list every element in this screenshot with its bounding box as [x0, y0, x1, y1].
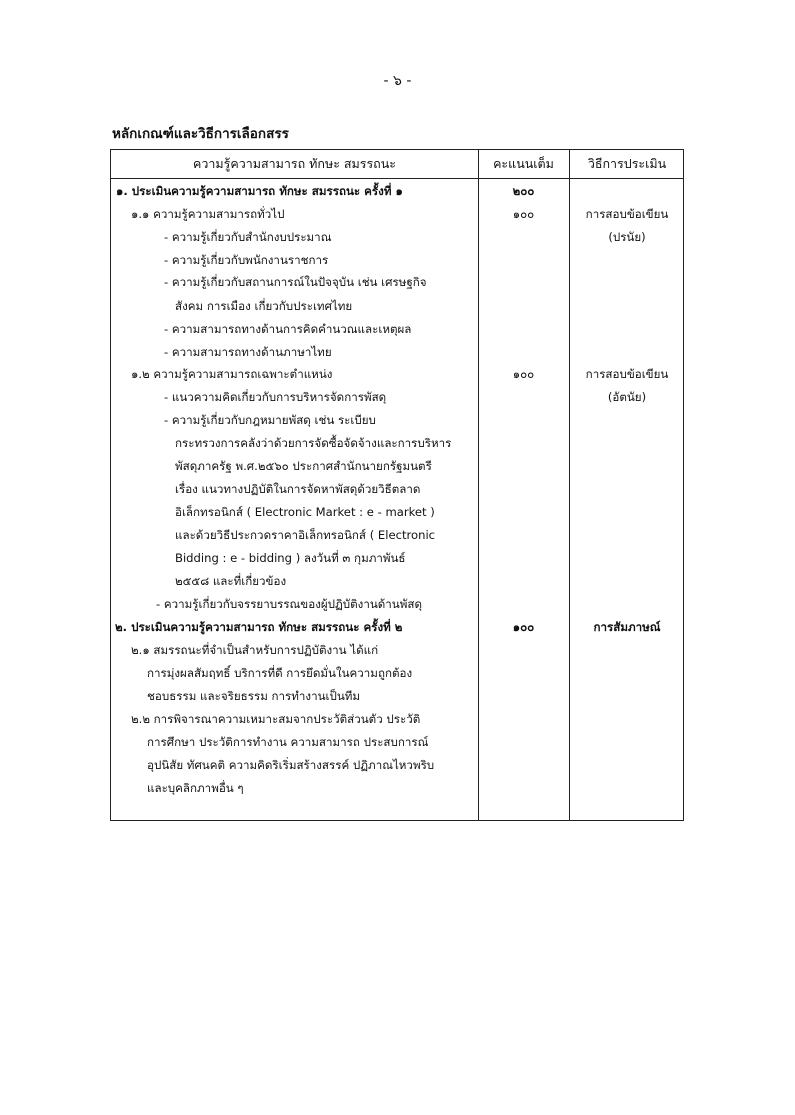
- table-row: [111, 226, 685, 249]
- table-row: [111, 432, 685, 455]
- table-row: [111, 524, 685, 547]
- table-row: [111, 478, 685, 501]
- table-row: [111, 180, 685, 203]
- row-text: ๑.๒ ความรู้ความสามารถเฉพาะตำแหน่ง: [131, 367, 333, 381]
- row-text: - ความสามารถทางด้านการคิดคำนวณและเหตุผล: [164, 322, 412, 336]
- row-text: กระทรวงการคลังว่าด้วยการจัดซื้อจัดจ้างและการบริหาร: [175, 436, 452, 450]
- row-score: ๑๐๐: [512, 207, 535, 221]
- row-score: ๒๐๐: [512, 184, 535, 198]
- document-heading: หลักเกณฑ์และวิธีการเลือกสรร: [112, 126, 289, 142]
- row-text: - ความสามารถทางด้านภาษาไทย: [164, 345, 332, 359]
- table-row: [111, 593, 685, 616]
- page-number: - ๖ -: [383, 73, 412, 89]
- table-row: [111, 386, 685, 409]
- row-text: ๒.๑ สมรรถนะที่จำเป็นสำหรับการปฏิบัติงาน ได้แก่: [131, 643, 379, 657]
- row-text: และบุคลิกภาพอื่น ๆ: [147, 781, 244, 795]
- table-row: [111, 271, 685, 294]
- table-row: [111, 639, 685, 662]
- row-text: - ความรู้เกี่ยวกับสถานการณ์ในปัจจุบัน เช่น เศรษฐกิจ: [164, 275, 427, 289]
- row-method: การสอบข้อเขียน: [585, 207, 669, 221]
- row-text: การมุ่งผลสัมฤทธิ์ บริการที่ดี การยึดมั่นในความถูกต้อง: [147, 666, 413, 680]
- row-text: - แนวความคิดเกี่ยวกับการบริหารจัดการพัสดุ: [164, 390, 387, 404]
- row-text: พัสดุภาครัฐ พ.ศ.๒๕๖๐ ประกาศสำนักนายกรัฐมนตรี: [175, 459, 432, 473]
- table-row: [111, 501, 685, 524]
- table-row: [111, 570, 685, 593]
- row-method: (อัตนัย): [607, 390, 647, 404]
- row-text: อุปนิสัย ทัศนคติ ความคิดริเริ่มสร้างสรรค์ ปฏิภาณไหวพริบ: [147, 758, 435, 772]
- table-row: [111, 409, 685, 432]
- row-method: (ปรนัย): [608, 230, 646, 244]
- row-text: - ความรู้เกี่ยวกับพนักงานราชการ: [164, 253, 329, 267]
- table-row: [111, 363, 685, 386]
- row-text: ๒.๒ การพิจารณาความเหมาะสมจากประวัติส่วนตัว ประวัติ: [131, 712, 421, 726]
- header-method: วิธีการประเมิน: [587, 156, 667, 171]
- row-text: อิเล็กทรอนิกส์ ( Electronic Market : e - market ): [175, 505, 435, 519]
- table-row: [111, 708, 685, 731]
- table-row: [111, 547, 685, 570]
- table-row: [111, 249, 685, 272]
- row-method: การสอบข้อเขียน: [585, 367, 669, 381]
- table-row: [111, 203, 685, 226]
- row-text: และด้วยวิธีประกวดราคาอิเล็กทรอนิกส์ ( Electronic: [175, 528, 436, 542]
- row-text: ๑.๑ ความรู้ความสามารถทั่วไป: [131, 207, 285, 221]
- table-row: [111, 318, 685, 341]
- row-text: Bidding : e - bidding ) ลงวันที่ ๓ กุมภาพันธ์: [175, 551, 406, 565]
- row-text: - ความรู้เกี่ยวกับกฎหมายพัสดุ เช่น ระเบียบ: [164, 413, 376, 427]
- header-full-score: คะแนนเต็ม: [493, 156, 554, 171]
- table-row: [111, 616, 685, 639]
- table-row: [111, 341, 685, 364]
- table-row: [111, 777, 685, 800]
- row-text: ๑. ประเมินความรู้ความสามารถ ทักษะ สมรรถนะ ครั้งที่ ๑: [116, 184, 403, 198]
- row-score: ๑๐๐: [512, 620, 535, 634]
- row-score: ๑๐๐: [512, 367, 535, 381]
- row-text: สังคม การเมือง เกี่ยวกับประเทศไทย: [175, 299, 353, 313]
- table-row: [111, 295, 685, 318]
- header-divider: [111, 178, 683, 179]
- selection-criteria-table: [110, 149, 684, 821]
- row-text: การศึกษา ประวัติการทำงาน ความสามารถ ประสบการณ์: [147, 735, 429, 749]
- row-text: ๒. ประเมินความรู้ความสามารถ ทักษะ สมรรถนะ ครั้งที่ ๒: [115, 620, 403, 634]
- row-text: ๒๕๕๘ และที่เกี่ยวข้อง: [175, 574, 287, 588]
- row-text: เรื่อง แนวทางปฏิบัติในการจัดหาพัสดุด้วยวิธีตลาด: [175, 482, 421, 496]
- table-row: [111, 685, 685, 708]
- row-text: ชอบธรรม และจริยธรรม การทำงานเป็นทีม: [147, 689, 361, 703]
- row-text: - ความรู้เกี่ยวกับจรรยาบรรณของผู้ปฏิบัติงานด้านพัสดุ: [156, 597, 422, 611]
- row-method: การสัมภาษณ์: [593, 620, 661, 634]
- row-text: - ความรู้เกี่ยวกับสำนักงบประมาณ: [164, 230, 332, 244]
- table-row: [111, 455, 685, 478]
- table-row: [111, 662, 685, 685]
- header-competency: ความรู้ความสามารถ ทักษะ สมรรถนะ: [192, 156, 396, 171]
- table-row: [111, 754, 685, 777]
- table-row: [111, 731, 685, 754]
